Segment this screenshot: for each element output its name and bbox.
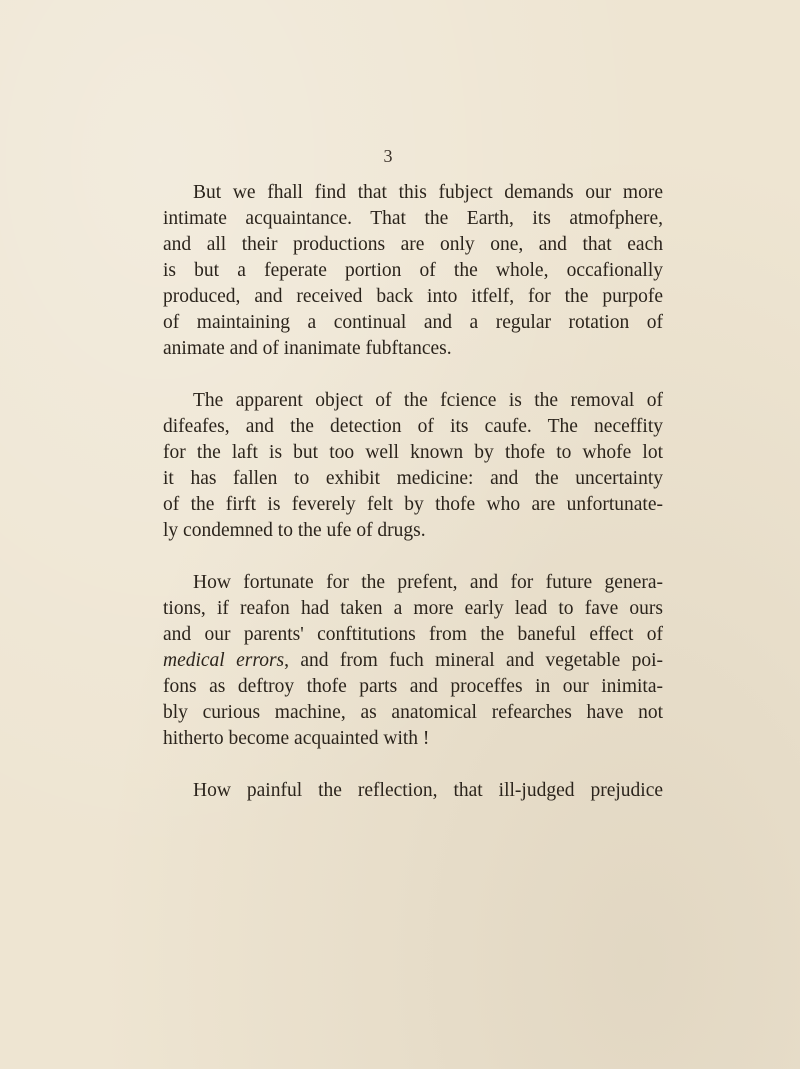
text-line: How painful the reflection, that ill-judged prejudice [193,780,663,801]
text-line: But we fhall find that this fubject demands our more [193,182,663,203]
paragraph-gap [163,544,663,570]
text-line: and our parents' conftitutions from the baneful effect of [163,624,663,645]
text-line: for the laft is but too well known by thofe to whofe lot [163,442,663,463]
text-fragment: , and from fuch mineral and vegetable poi- [284,650,663,671]
paragraph-1 [163,180,663,362]
paragraph-gap [163,752,663,778]
text-line: fons as deftroy thofe parts and proceffes in our inimita- [163,676,663,697]
text-line: is but a feperate portion of the whole, occafionally [163,260,663,281]
text-line: produced, and received back into itfelf, for the purpofe [163,286,663,307]
text-line: and all their productions are only one, and that each [163,234,663,255]
text-line: difeafes, and the detection of its caufe. The neceffity [163,416,663,437]
text-line: of maintaining a continual and a regular rotation of [163,312,663,333]
page-number: 3 [383,146,393,166]
italic-phrase: medical errors [163,650,285,671]
body-text [163,180,663,804]
text-line: hitherto become acquainted with ! [163,728,430,749]
paragraph-4 [163,778,663,804]
text-line: The apparent object of the fcience is the removal of [193,390,663,411]
text-line: it has fallen to exhibit medicine: and the uncertainty [163,468,663,489]
text-line: tions, if reafon had taken a more early lead to fave ours [163,598,663,619]
paragraph-3 [163,570,663,752]
text-line-mixed [163,648,663,674]
text-line: bly curious machine, as anatomical refearches have not [163,702,663,723]
text-line: of the firft is feverely felt by thofe who are unfortunate- [163,494,663,515]
text-line: animate and of inanimate fubftances. [163,338,452,359]
text-line: How fortunate for the prefent, and for future genera- [193,572,663,593]
paragraph-2 [163,388,663,544]
text-line: intimate acquaintance. That the Earth, its atmofphere, [163,208,663,229]
paragraph-gap [163,362,663,388]
text-line: ly condemned to the ufe of drugs. [163,520,426,541]
